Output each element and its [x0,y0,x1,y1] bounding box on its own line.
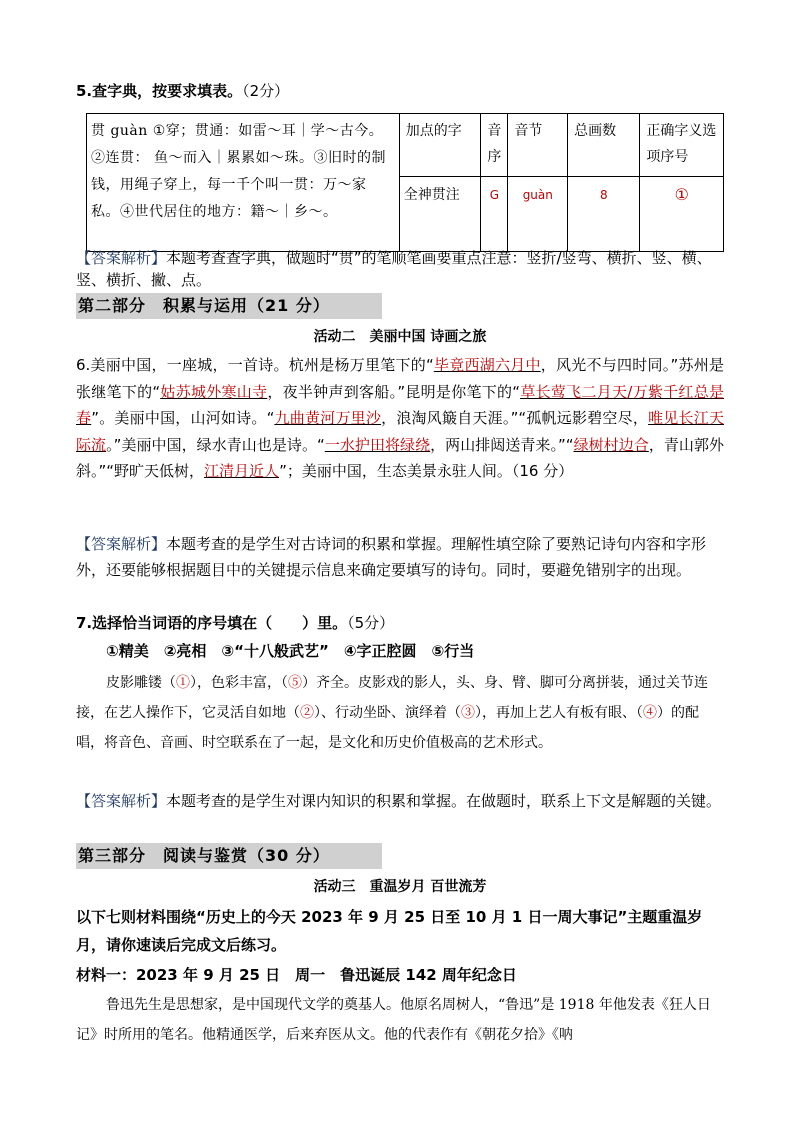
section-3-header: 第三部分 阅读与鉴赏（30 分） [76,843,382,869]
q7-text: ），再加上艺人有板有眼、（ [475,705,643,721]
answer-tag: 【答案解析】 [76,249,167,267]
q6-answer-2: 姑苏城外寒山寺 [160,382,268,401]
q7-text: ）、行动坐卧、演绎着（ [314,705,461,721]
cell-stroke-count: 8 [568,177,640,252]
q7-text: 皮影雕镂（ [106,675,176,691]
q6-answer-1: 毕竟西湖六月中 [433,356,541,374]
question-6 [76,352,724,485]
q5-answer-analysis [76,247,724,291]
activity-3-title: 活动三 重温岁月 百世流芳 [313,879,487,895]
q7-blank-4: ③ [461,705,475,721]
q5-points: （2分） [242,82,290,100]
question-7-title [76,612,394,633]
q7-blank-1: ① [176,675,190,691]
answer-text: 本题考查的是学生对课内知识的积累和掌握。在做题时，联系上下文是解题的关键。 [166,792,722,810]
answer-tag: 【答案解析】 [76,792,167,810]
q7-blank-5: ④ [643,705,657,721]
cell-word: 全神贯注 [399,177,481,252]
q6-text: ，浪淘风簸自天涯。”“孤帆远影碧空尽， [381,409,649,427]
material-1-body: 鲁迅先生是思想家，是中国现代文学的奠基人。他原名周树人，“鲁迅”是 1918 年他发表《狂人日记》时所用的笔名。他精通医学，后来弃医从文。他的代表作有《朝花夕拾》《呐 [76,997,711,1043]
q7-blank-3: ② [300,705,314,721]
q7-passage [76,668,724,758]
header-initial: 音序 [481,114,508,177]
header-character: 加点的字 [399,114,481,177]
cell-meaning-option: ① [640,177,724,252]
material-1-heading: 材料一：2023 年 9 月 25 日 周一 鲁迅诞辰 142 周年纪念日 [76,966,517,984]
q7-blank-2: ⑤ [288,675,302,691]
q6-text: ，青山郭外斜。”“野旷天低树， [76,435,724,480]
dictionary-definition: 贯 guàn ①穿；贯通：如雷～耳｜学～古今。②连贯： 鱼～而入｜累累如～珠。③旧时的制钱，用绳子穿上，每一千个叫一贯：万～家私。④世代居住的地方：籍～｜乡～。 [87,114,400,252]
answer-text: 本题考查查字典，做题时“贯”的笔顺笔画要重点注意：竖折/竖弯、横折、竖、横、竖、横折、撇、点。 [76,249,712,289]
q6-answer-6: 一水护田将绿绕 [324,435,431,454]
q6-text: ，风光不与四时同。”苏州是张继笔下的“ [76,356,724,401]
q7-options: ①精美 ②亮相 ③“十八般武艺” ④字正腔圆 ⑤行当 [106,642,475,660]
q7-points: （5分） [347,614,395,632]
activity-2-title: 活动二 美丽中国 诗画之旅 [313,329,487,345]
q7-answer-analysis [76,788,724,814]
q6-answer-7: 绿树村边合 [573,435,649,454]
q6-answer-3: 草长莺飞二月天/万紫千红总是春 [76,382,724,427]
section-2-header: 第二部分 积累与运用（21 分） [76,293,382,319]
q5-title-text: 5.查字典，按要求填表。 [76,82,243,100]
q6-answer-8: 江清月近人 [204,462,280,480]
cell-syllable: guàn [508,177,568,252]
part3-intro: 以下七则材料围绕“历史上的今天 2023 年 9 月 25 日至 10 月 1 日一周大事记”主题重温岁月，请你速读后完成文后练习。 [76,908,703,954]
q6-text: 。”美丽中国，绿水青山也是诗。“ [106,435,325,454]
q6-answer-5: 唯见长江天际流 [76,409,724,454]
q7-text: ），色彩丰富，（ [190,675,288,691]
header-meaning-option: 正确字义选项序号 [640,114,724,177]
q6-answer-4: 九曲黄河万里沙 [274,409,382,427]
q6-text: ，夜半钟声到客船。”昆明是你笔下的“ [267,382,521,401]
q6-text: ”。美丽中国，山河如诗。“ [91,409,275,427]
header-syllable: 音节 [508,114,568,177]
q6-text: 6.美丽中国，一座城，一首诗。杭州是杨万里笔下的“ [76,356,434,374]
q7-text: ）的配唱，将音色、音画、时空联系在了一起，是文化和历史价值极高的艺术形式。 [76,705,699,751]
answer-tag: 【答案解析】 [76,535,167,553]
answer-text: 本题考查的是学生对古诗词的积累和掌握。理解性填空除了要熟记诗句内容和字形外，还要能够根据题目中的关键提示信息来确定要填写的诗句。同时，要避免错别字的出现。 [76,535,707,579]
header-stroke-count: 总画数 [568,114,640,177]
question-5-title [76,80,289,101]
q7-text: ）齐全。皮影戏的影人，头、身、臂、脚可分离拼装，通过关节连接，在艺人操作下，它灵活自如地（ [76,675,708,721]
q7-title-text: 7.选择恰当词语的序号填在（ ）里。 [76,614,348,632]
q6-text: ，两山排闼送青来。”“ [430,435,574,454]
cell-initial: G [481,177,508,252]
q6-answer-analysis [76,531,724,583]
q6-text: ”；美丽中国，生态美景永驻人间。（16 分） [279,462,574,480]
dictionary-table [86,113,724,252]
